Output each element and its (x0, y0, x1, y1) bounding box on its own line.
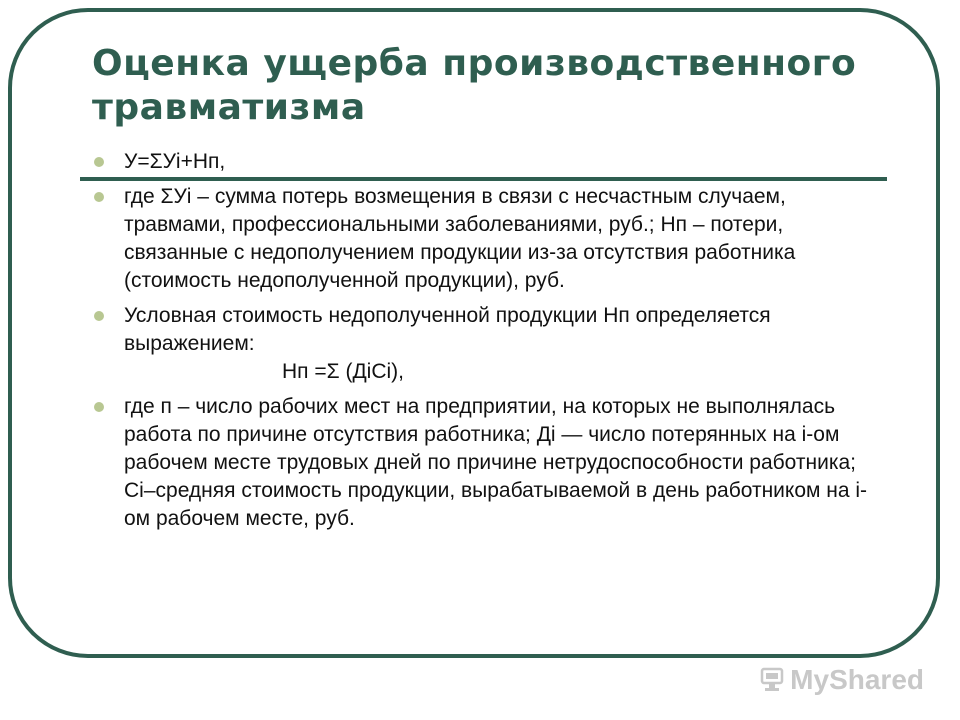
bullet-dot-icon (94, 402, 104, 412)
monitor-icon (760, 667, 784, 693)
bullet-list (92, 148, 882, 540)
watermark (760, 664, 924, 696)
watermark-text: MyShared (790, 664, 924, 695)
bullet-text: У=ΣУi+Нп, (124, 150, 226, 173)
bullet-dot-icon (94, 157, 104, 167)
bullet-item (92, 393, 882, 533)
slide-title: Оценка ущерба производственного травматизма (92, 43, 857, 128)
bullet-text: Условная стоимость недополученной продукции Нп определяется выражением: (124, 304, 771, 355)
bullet-text: где п – число рабочих мест на предприятии, на которых не выполнялась работа по причине отсутствия работника; Дi ― число потерянных на i-ом рабочем месте трудовых дней по причине нетрудоспособности работника; Сi–средняя стоимость продукции, вырабатываемой в день работником на i-ом рабочем месте, руб. (124, 395, 868, 530)
bullet-item (92, 183, 882, 295)
bullet-item (92, 148, 882, 176)
bullet-item (92, 302, 882, 386)
bullet-dot-icon (94, 192, 104, 202)
bullet-text: где ΣУi – сумма потерь возмещения в связи с несчастным случаем, травмами, профессиональными заболеваниями, руб.; Нп – потери, связанные с недополучением продукции из-за отсутствия работника (стоимость недополученной продукции), руб. (124, 185, 796, 292)
formula: Нп =Σ (ДiСi), (282, 360, 404, 383)
bullet-dot-icon (94, 311, 104, 321)
